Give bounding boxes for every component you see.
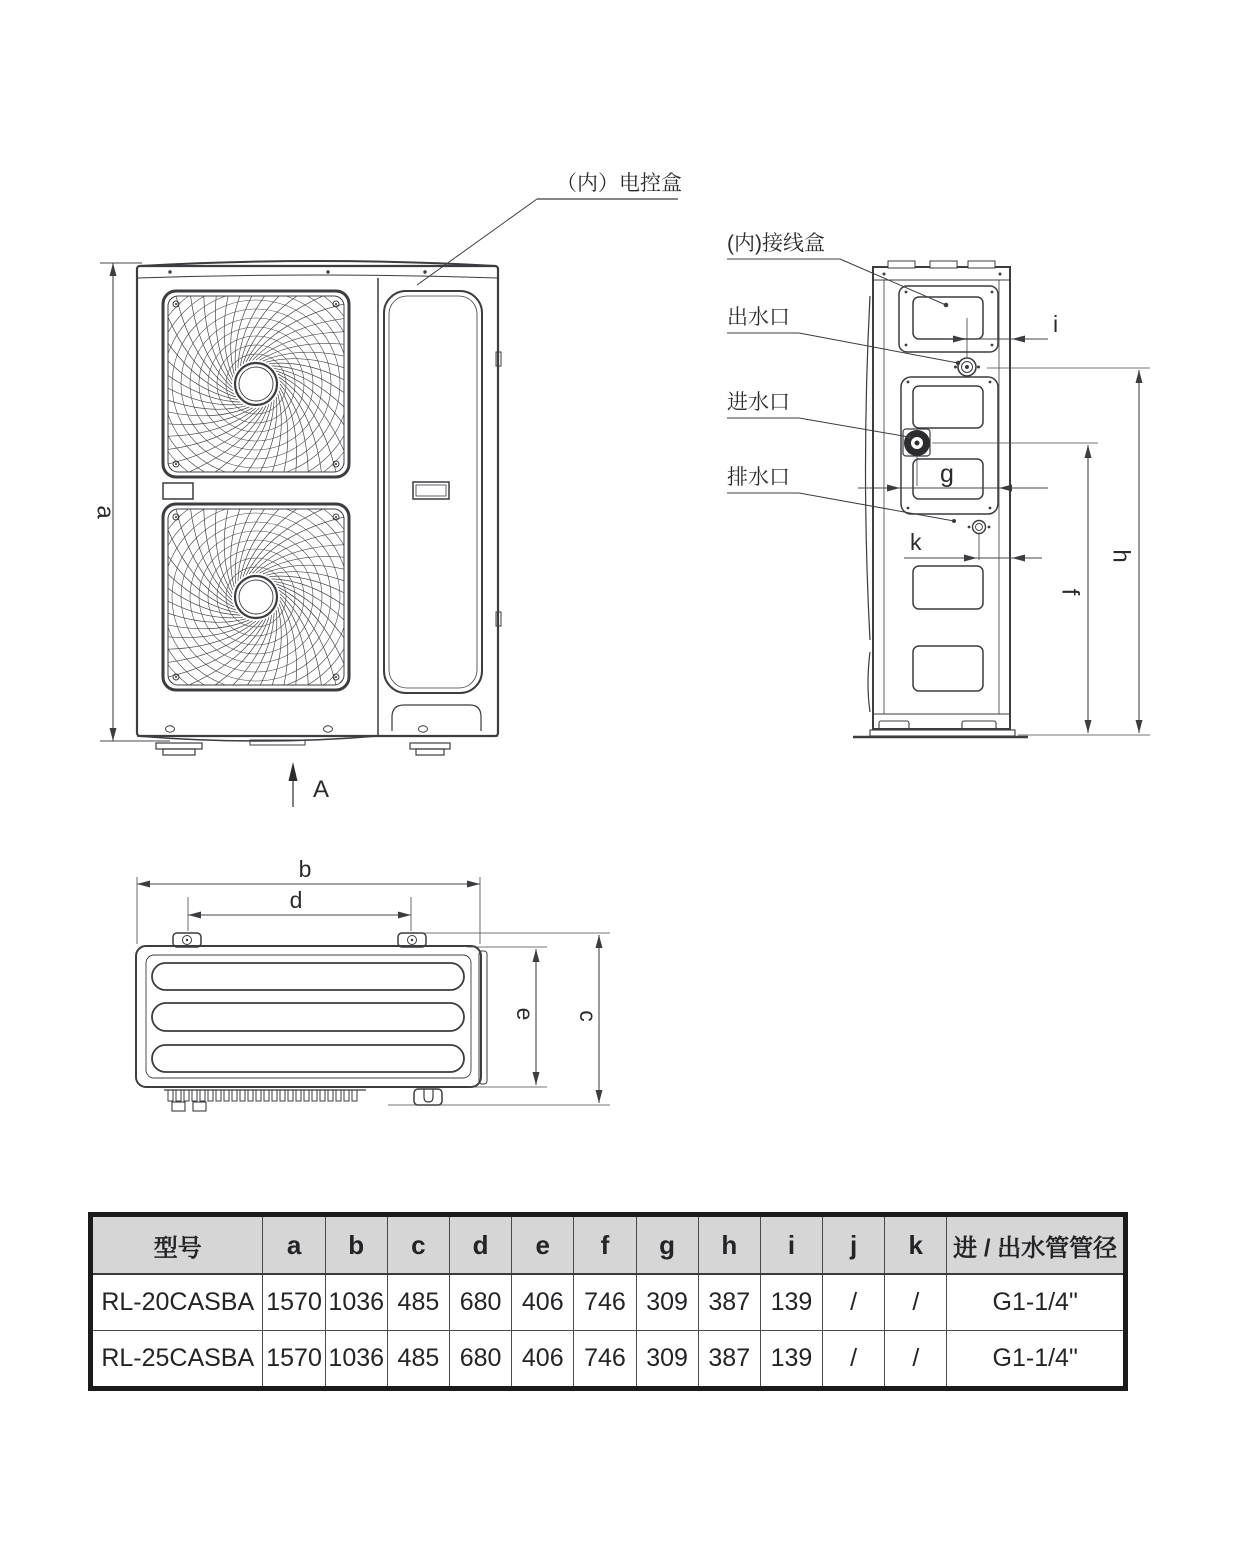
header-cell-7: g [636,1215,698,1275]
value-cell: 485 [387,1331,449,1389]
fan-grille-bottom [130,471,382,723]
fan-grille-top [130,258,382,510]
heat-exchanger-fins [164,1090,366,1101]
bottom-bracket [414,1089,442,1105]
value-cell: 139 [760,1331,822,1389]
water-outlet-fitting [954,318,980,376]
mounting-bracket-right [398,933,426,947]
side-view-diagram [727,232,1150,737]
dim-label-f: f [1056,588,1084,596]
nameplate-left [163,483,193,499]
model-name-cell: RL-20CASBA [91,1274,263,1331]
value-cell: 387 [698,1274,760,1331]
coil-guard-edge [866,296,871,640]
header-cell-0: 型号 [91,1215,263,1275]
dim-label-e: e [511,1007,538,1021]
header-cell-11: k [885,1215,947,1275]
header-cell-3: c [387,1215,449,1275]
header-cell-5: e [512,1215,574,1275]
value-cell: 680 [450,1331,512,1389]
dim-label-h: h [1107,549,1135,563]
table-row-1 [91,1331,1126,1389]
dim-label-g: g [940,460,954,488]
header-cell-1: a [263,1215,325,1275]
mounting-bracket-left [173,933,201,947]
dimensions-table [88,1212,1128,1391]
value-cell: 1570 [263,1274,325,1331]
water-outlet-label: 出水口 [727,306,790,329]
service-panel [384,291,482,693]
value-cell: 309 [636,1274,698,1331]
value-cell: 406 [512,1331,574,1389]
dim-label-d: d [289,887,303,913]
callout-leader-line [417,199,537,285]
value-cell: 746 [574,1274,636,1331]
header-cell-2: b [325,1215,387,1275]
dimension-a [100,263,170,741]
value-cell: 387 [698,1331,760,1389]
dim-label-c: c [574,1010,601,1022]
table-row-0 [91,1274,1126,1331]
value-cell: / [823,1274,885,1331]
value-cell: 1036 [325,1331,387,1389]
drain-outlet-label: 排水口 [727,466,790,489]
value-cell: G1-1/4" [947,1274,1126,1331]
value-cell: 406 [512,1274,574,1331]
view-arrow-label: A [313,776,330,803]
top-slot-1 [152,963,464,990]
top-view-diagram [136,856,610,1111]
foot-left [156,743,202,749]
value-cell: 309 [636,1331,698,1389]
junction-box [913,297,983,339]
value-cell: 139 [760,1274,822,1331]
nameplate-right [413,482,449,499]
model-name-cell: RL-25CASBA [91,1331,263,1389]
dimension-b [137,877,480,944]
value-cell: / [823,1331,885,1389]
header-cell-6: f [574,1215,636,1275]
dim-label-i: i [1053,311,1059,337]
dim-label-b: b [298,856,312,882]
value-cell: / [885,1274,947,1331]
header-cell-9: i [760,1215,822,1275]
value-cell: 1036 [325,1274,387,1331]
water-inlet-label: 进水口 [727,391,790,414]
header-cell-10: j [823,1215,885,1275]
value-cell: 680 [450,1274,512,1331]
header-cell-12: 进 / 出水管管径 [947,1215,1126,1275]
value-cell: G1-1/4" [947,1331,1126,1389]
top-slot-3 [152,1045,464,1072]
top-slot-2 [152,1003,464,1031]
value-cell: 746 [574,1331,636,1389]
header-cell-8: h [698,1215,760,1275]
table-header-row [91,1215,1126,1275]
dim-label-a: a [91,505,119,519]
foot-right [410,743,450,749]
dim-label-k: k [910,529,922,555]
header-cell-4: d [450,1215,512,1275]
front-view-diagram [92,172,682,807]
value-cell: / [885,1331,947,1389]
value-cell: 1570 [263,1331,325,1389]
drain-fitting [968,521,991,561]
value-cell: 485 [387,1274,449,1331]
junction-box-label: (内)接线盒 [727,232,825,255]
control-box-callout-label: （内）电控盒 [556,172,682,195]
